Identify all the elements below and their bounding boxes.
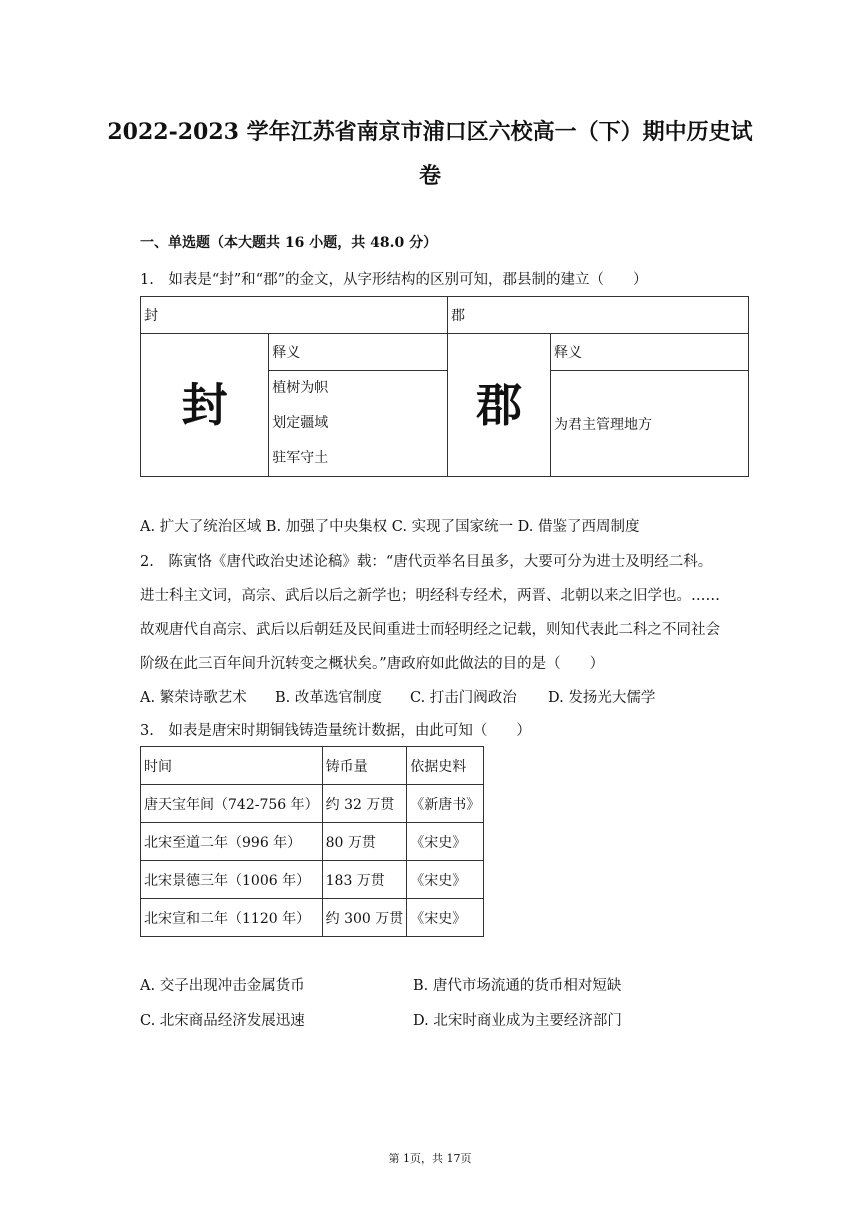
- q3-header-cell: 铸币量: [322, 747, 407, 785]
- q2-option-c: C. 打击门阀政治: [410, 690, 517, 706]
- table-cell: 北宋至道二年（996 年）: [141, 823, 323, 861]
- table-cell: 《宋史》: [407, 861, 484, 899]
- q3-option-c: C. 北宋商品经济发展迅速: [140, 1013, 305, 1029]
- table-row: [141, 861, 484, 899]
- feng-glyph-image: 封: [141, 334, 269, 477]
- q1-meaning-1-item: 驻军守土: [272, 450, 329, 466]
- title-line-1: 2022-2023 学年江苏省南京市浦口区六校高一（下）期中历史试: [107, 119, 753, 145]
- table-cell: 北宋景德三年（1006 年）: [141, 861, 323, 899]
- q1-col2-header: 郡: [448, 297, 749, 334]
- q2-option-b: B. 改革选官制度: [275, 690, 382, 706]
- q2-line: 故观唐代自高宗、武后以后朝廷及民间重进士而轻明经之记载，则知代表此二科之不同社会: [140, 622, 720, 638]
- title-line-2: 卷: [418, 163, 441, 189]
- q1-meaning-1-item: 划定疆域: [272, 415, 329, 431]
- q1-meaning-2: 为君主管理地方: [551, 371, 749, 477]
- q3-header-cell: 时间: [141, 747, 323, 785]
- exam-title: [100, 110, 760, 198]
- q1-table: [140, 296, 749, 477]
- q1-meanings-1: [269, 371, 448, 477]
- q3-option-a: A. 交子出现冲击金属货币: [140, 978, 305, 994]
- table-cell: 约 32 万贯: [322, 785, 407, 823]
- q3-option-b: B. 唐代市场流通的货币相对短缺: [413, 978, 622, 994]
- q2-option-d: D. 发扬光大儒学: [548, 690, 656, 706]
- table-cell: 《新唐书》: [407, 785, 484, 823]
- table-row: [141, 785, 484, 823]
- table-cell: 183 万贯: [322, 861, 407, 899]
- q1-stem: 1. 如表是“封”和“郡”的金文，从字形结构的区别可知，郡县制的建立（ ）: [140, 272, 648, 288]
- section-heading: 一、单选题（本大题共 16 小题，共 48.0 分）: [140, 235, 438, 251]
- q3-option-d: D. 北宋时商业成为主要经济部门: [413, 1013, 622, 1029]
- q3-stem: 3. 如表是唐宋时期铜钱铸造量统计数据，由此可知（ ）: [140, 723, 531, 739]
- table-row: [141, 823, 484, 861]
- table-cell: 北宋宣和二年（1120 年）: [141, 899, 323, 937]
- table-cell: 《宋史》: [407, 899, 484, 937]
- q2-line: 进士科主文词，高宗、武后以后之新学也；明经科专经术，两晋、北朝以来之旧学也。……: [140, 588, 720, 604]
- table-cell: 《宋史》: [407, 823, 484, 861]
- q2-line: 2. 陈寅恪《唐代政治史述论稿》载：“唐代贡举名目虽多，大要可分为进士及明经二科。: [140, 554, 713, 570]
- q2-option-a: A. 繁荣诗歌艺术: [140, 690, 247, 706]
- q2-line: 阶级在此三百年间升沉转变之概状矣。”唐政府如此做法的目的是（ ）: [140, 656, 605, 672]
- q1-meaning-label-1: 释义: [269, 334, 448, 371]
- q1-col1-header: 封: [141, 297, 448, 334]
- table-row: [141, 747, 484, 785]
- table-cell: 约 300 万贯: [322, 899, 407, 937]
- page-footer: 第 1页，共 17页: [388, 1152, 472, 1165]
- q1-meaning-1-item: 植树为帜: [272, 380, 329, 396]
- q3-header-cell: 依据史料: [407, 747, 484, 785]
- q1-options: A. 扩大了统治区域 B. 加强了中央集权 C. 实现了国家统一 D. 借鉴了西周制度: [140, 519, 640, 535]
- table-row: [141, 899, 484, 937]
- table-cell: 80 万贯: [322, 823, 407, 861]
- q1-meaning-label-2: 释义: [551, 334, 749, 371]
- jun-glyph-image: 郡: [448, 334, 551, 477]
- table-cell: 唐天宝年间（742-756 年）: [141, 785, 323, 823]
- q3-table: [140, 746, 484, 937]
